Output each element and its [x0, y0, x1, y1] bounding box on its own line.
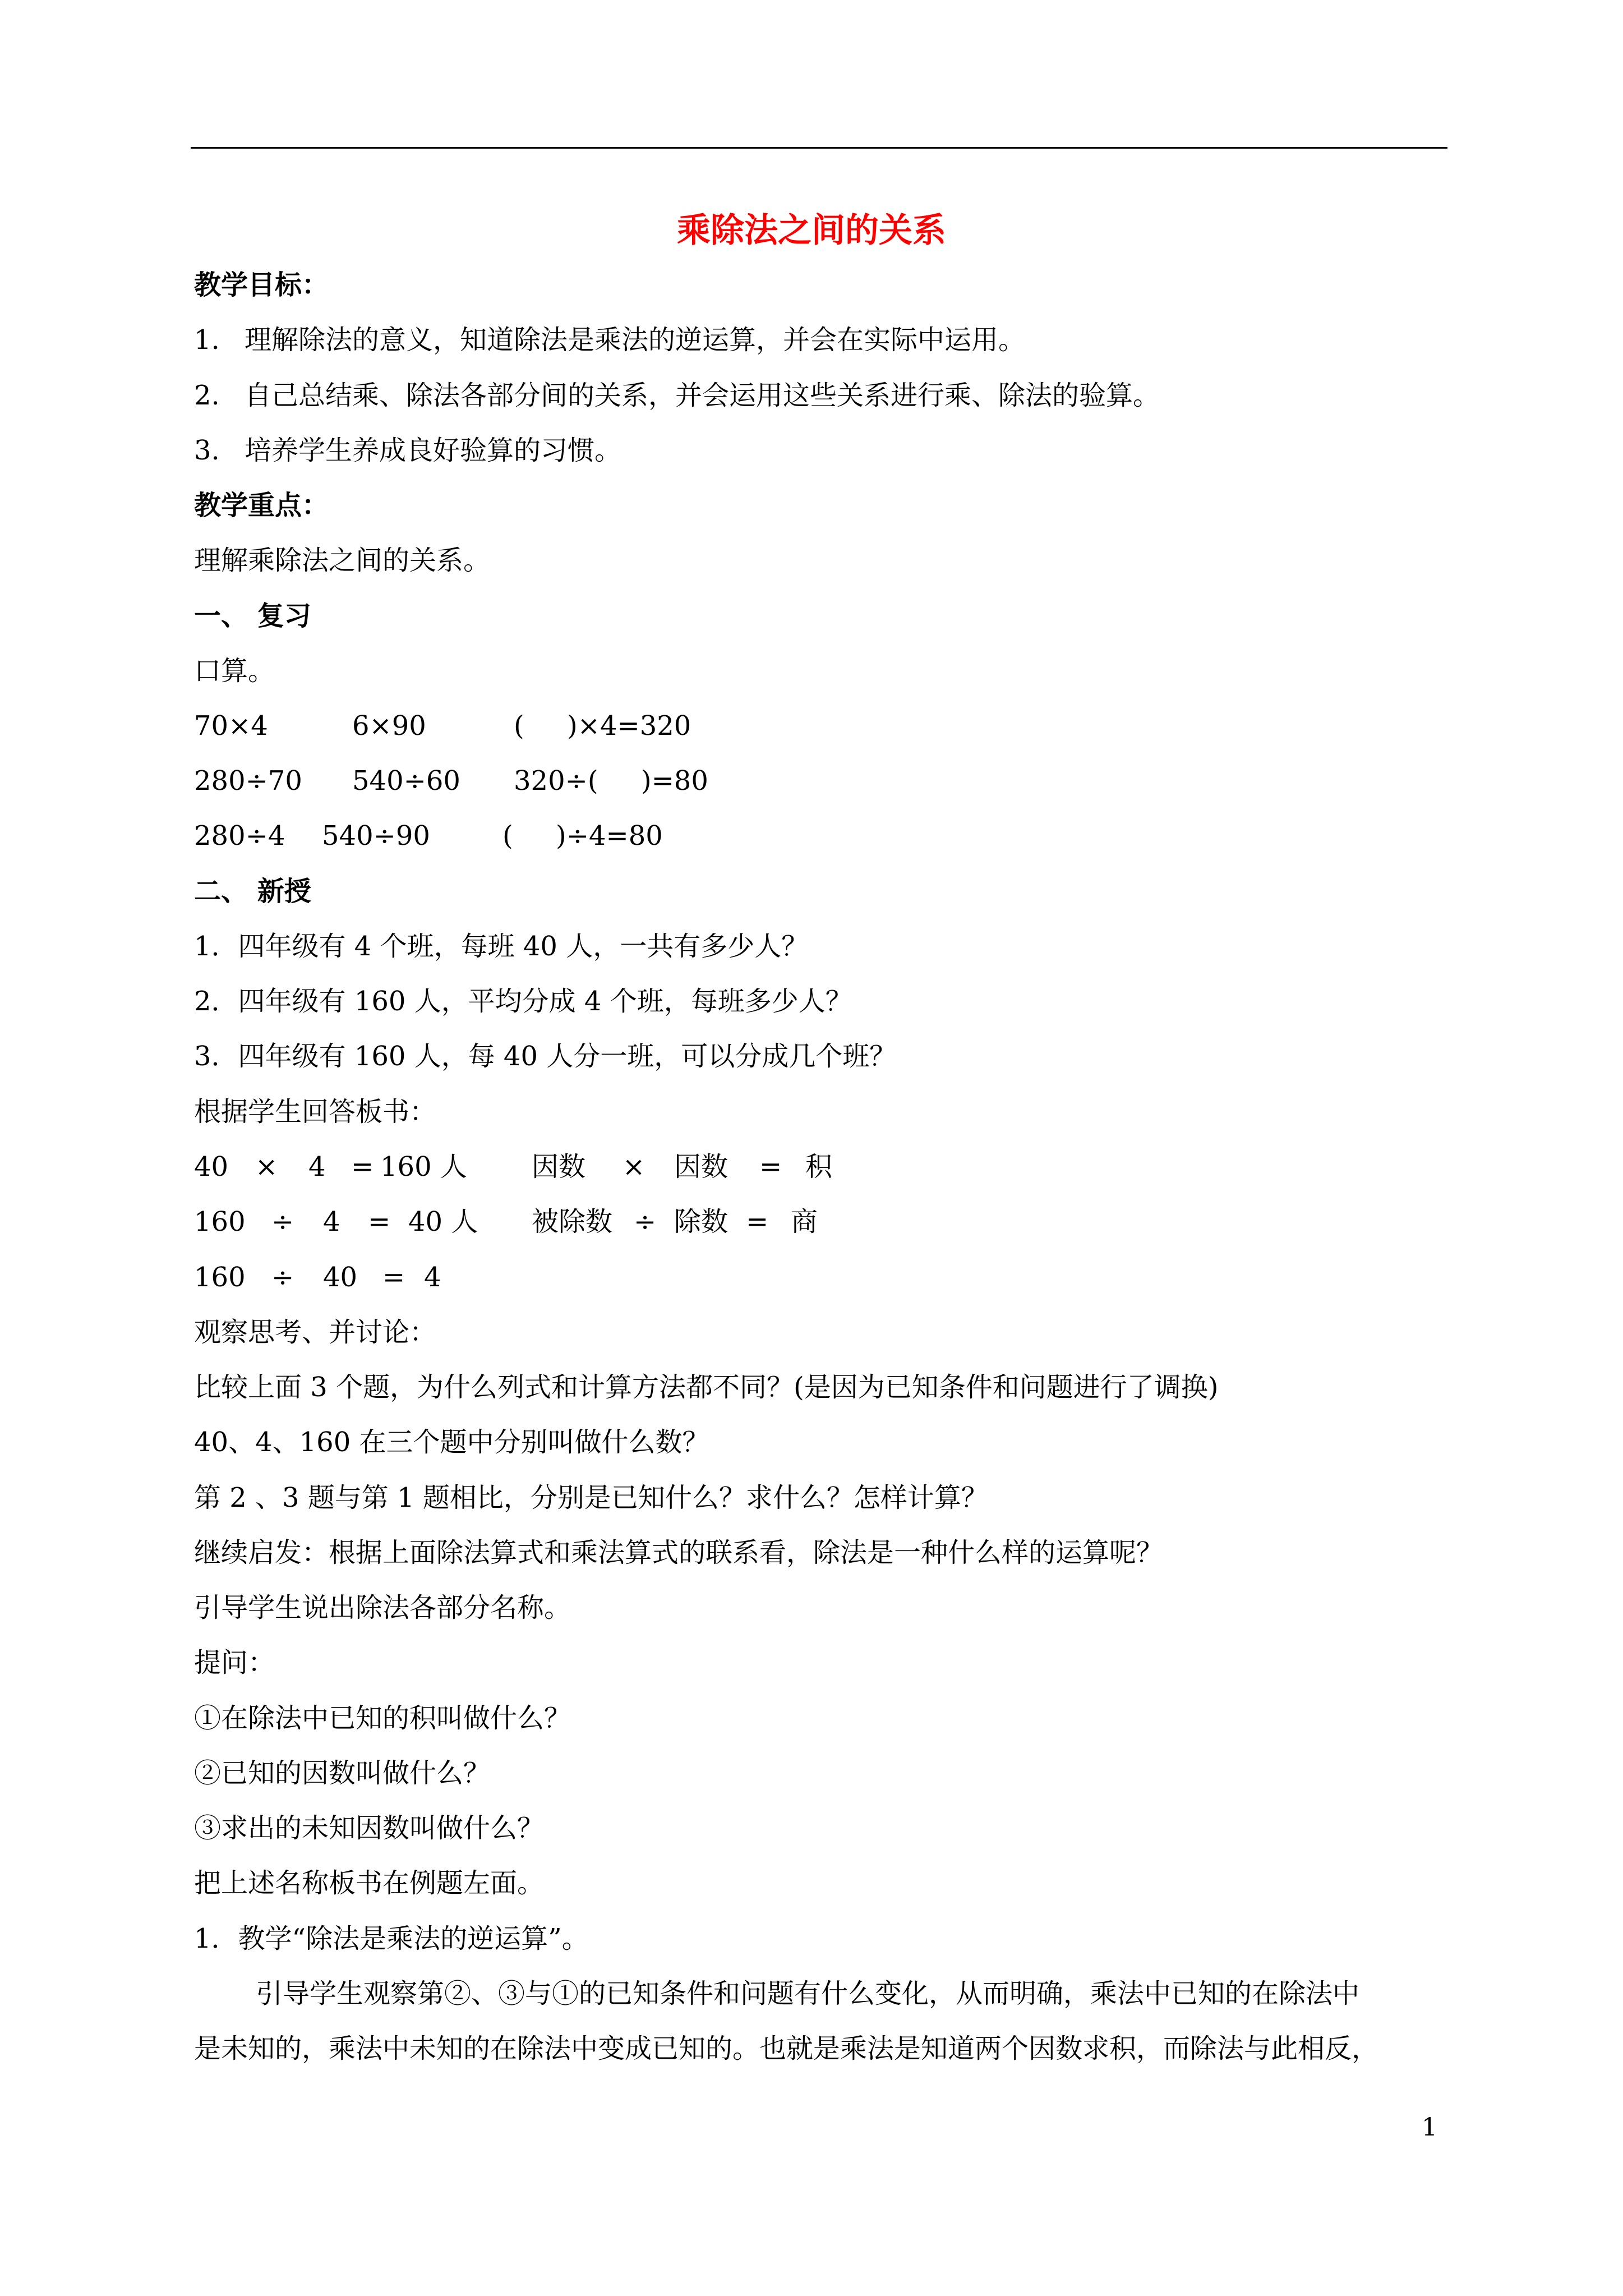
question-3: 3．四年级有 160 人，每 40 人分一班，可以分成几个班？: [194, 1041, 897, 1072]
text-line: 比较上面 3 个题，为什么列式和计算方法都不同？(是因为已知条件和问题进行了调换): [194, 1372, 1219, 1403]
objectives-heading: 教学目标：: [194, 269, 329, 301]
objective-item-3: 3. 培养学生养成良好验算的习惯。: [194, 435, 622, 466]
key-point-text: 理解乘除法之间的关系。: [194, 545, 491, 576]
board-intro: 根据学生回答板书：: [194, 1096, 437, 1128]
board-cell: 积: [805, 1151, 833, 1182]
paragraph-line: 是未知的，乘法中未知的在除法中变成已知的。也就是乘法是知道两个因数求积，而除法与此相反，: [194, 2033, 1379, 2064]
text-line: 1．教学“除法是乘法的逆运算”。: [194, 1923, 589, 1954]
document-title: 乘除法之间的关系: [677, 211, 946, 250]
review-cell: 280÷70: [194, 765, 302, 797]
objective-item-2: 2. 自己总结乘、除法各部分间的关系，并会运用这些关系进行乘、除法的验算。: [194, 380, 1160, 411]
header-rule: [191, 147, 1447, 149]
question-2: 2．四年级有 160 人，平均分成 4 个班，每班多少人？: [194, 986, 852, 1017]
text-line: 40、4、160 在三个题中分别叫做什么数？: [194, 1427, 709, 1458]
board-cell: =: [746, 1206, 769, 1237]
objective-item-1: 1. 理解除法的意义，知道除法是乘法的逆运算，并会在实际中运用。: [194, 324, 1026, 356]
text-line: ①在除法中已知的积叫做什么？: [194, 1703, 571, 1734]
question-1: 1．四年级有 4 个班，每班 40 人，一共有多少人？: [194, 931, 809, 962]
review-cell: ( )÷4=80: [502, 820, 663, 852]
board-cell: 商: [791, 1206, 818, 1237]
board-cell: =: [351, 1151, 374, 1182]
new-lesson-heading: 二、 新授: [194, 876, 311, 907]
board-cell: ÷: [634, 1206, 657, 1237]
board-cell: 除数: [674, 1206, 728, 1237]
text-line: 第 2 、3 题与第 1 题相比，分别是已知什么？求什么？怎样计算？: [194, 1482, 988, 1513]
text-line: ③求出的未知因数叫做什么？: [194, 1812, 545, 1844]
text-line: 观察思考、并讨论：: [194, 1317, 437, 1348]
board-cell: 40 人: [408, 1206, 478, 1237]
review-cell: 320÷( )=80: [514, 765, 708, 797]
board-cell: 40: [323, 1262, 358, 1293]
review-cell: 6×90: [352, 710, 426, 742]
key-point-heading: 教学重点：: [194, 490, 329, 521]
board-cell: =: [382, 1262, 405, 1293]
text-line: 继续启发：根据上面除法算式和乘法算式的联系看，除法是一种什么样的运算呢？: [194, 1537, 1164, 1568]
board-cell: 4: [323, 1206, 340, 1237]
board-cell: 因数: [674, 1151, 728, 1182]
text-line: ②已知的因数叫做什么？: [194, 1757, 491, 1789]
review-cell: 280÷4: [194, 820, 285, 852]
board-cell: 40: [194, 1151, 229, 1182]
review-cell: 540÷90: [322, 820, 430, 852]
review-intro: 口算。: [194, 655, 275, 687]
review-cell: 540÷60: [352, 765, 460, 797]
board-cell: 被除数: [532, 1206, 613, 1237]
review-cell: 70×4: [194, 710, 268, 742]
review-cell: ( )×4=320: [514, 710, 691, 742]
page-number: 1: [1422, 2113, 1437, 2142]
board-cell: =: [368, 1206, 391, 1237]
board-cell: 160: [194, 1262, 246, 1293]
board-cell: ×: [255, 1151, 278, 1182]
paragraph-line: 引导学生观察第②、③与①的已知条件和问题有什么变化，从而明确，乘法中已知的在除法中: [256, 1978, 1360, 2009]
text-line: 把上述名称板书在例题左面。: [194, 1867, 545, 1899]
text-line: 引导学生说出除法各部分名称。: [194, 1592, 571, 1623]
board-cell: 160 人: [380, 1151, 467, 1182]
board-cell: =: [759, 1151, 782, 1182]
board-cell: ÷: [271, 1262, 294, 1293]
board-cell: 4: [308, 1151, 326, 1182]
board-cell: 因数: [532, 1151, 586, 1182]
board-cell: 4: [424, 1262, 441, 1293]
board-cell: ×: [623, 1151, 645, 1182]
board-cell: ÷: [271, 1206, 294, 1237]
review-heading: 一、 复习: [194, 600, 311, 632]
board-cell: 160: [194, 1206, 246, 1237]
text-line: 提问：: [194, 1647, 275, 1678]
